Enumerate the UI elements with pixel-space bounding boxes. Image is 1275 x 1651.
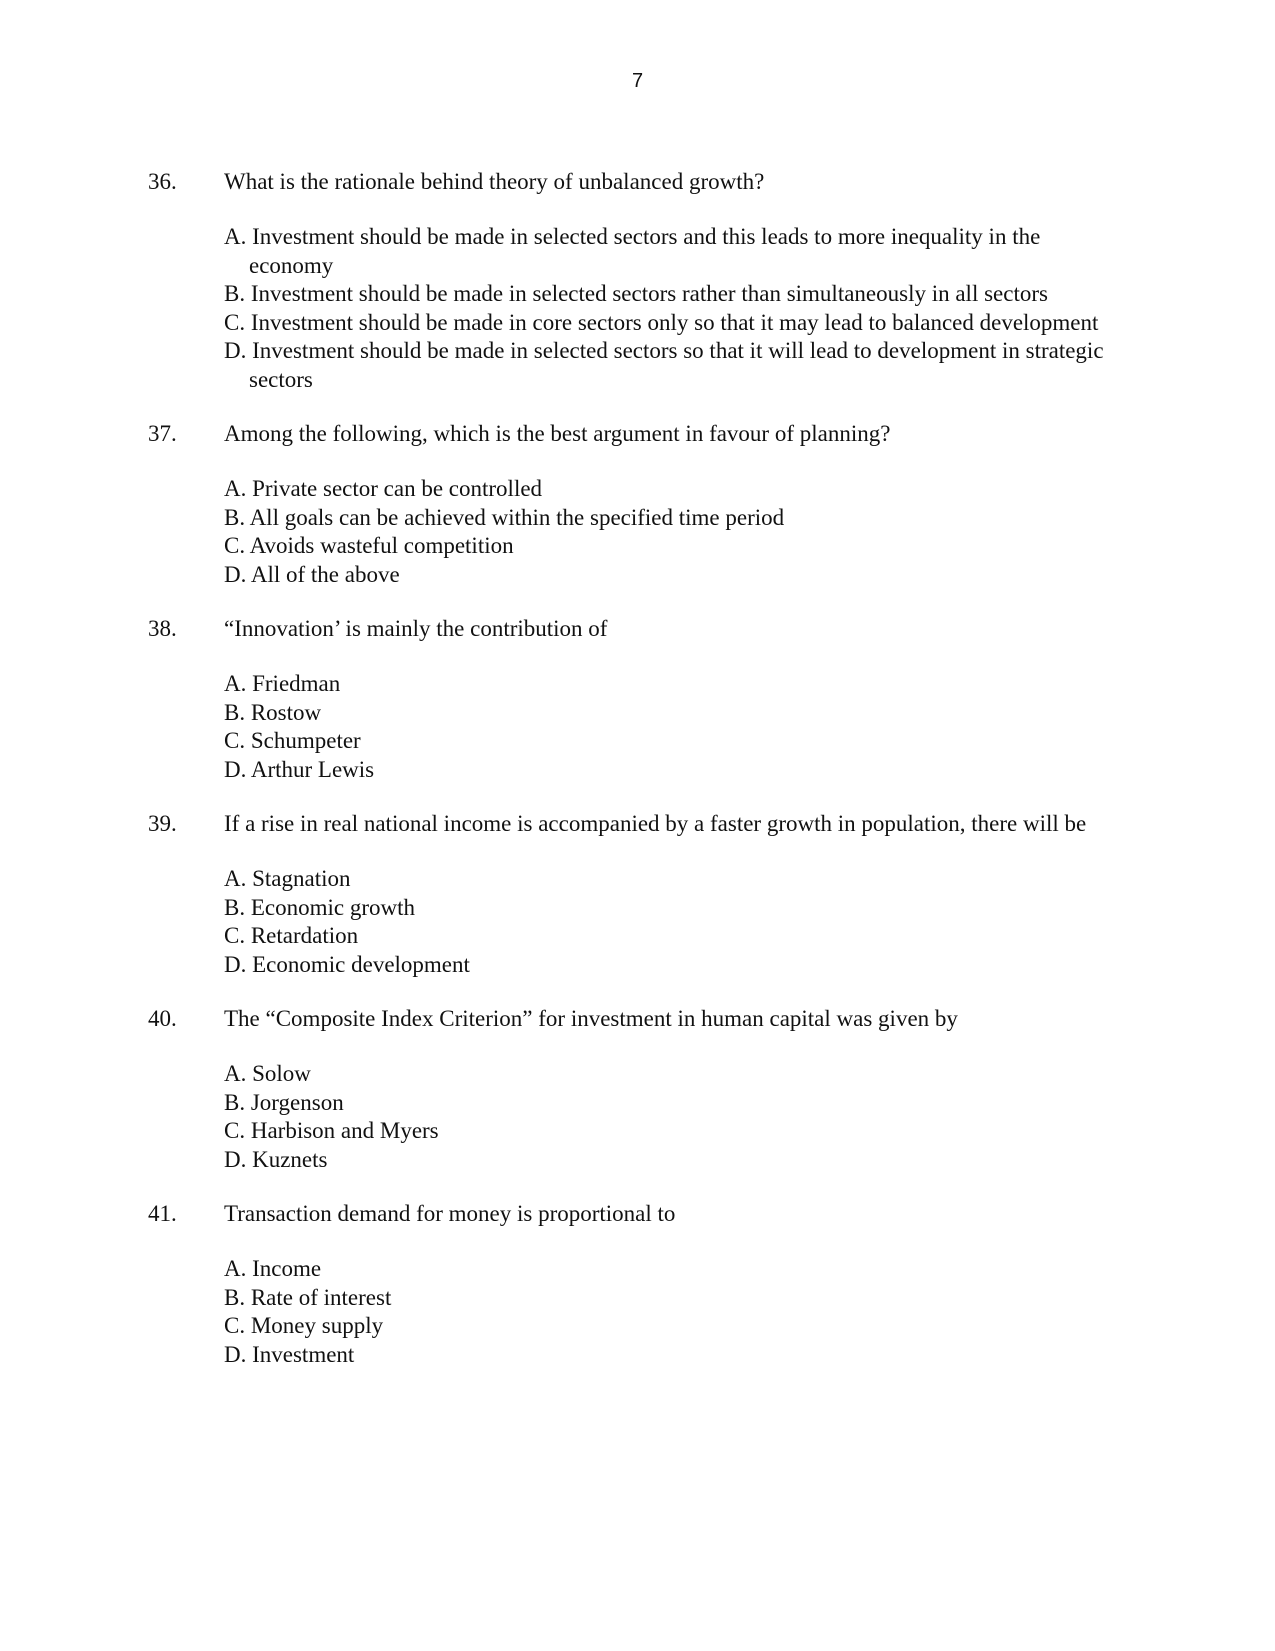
option-d: D. Investment xyxy=(224,1341,355,1367)
question-text: If a rise in real national income is accompanied by a faster growth in population, there will be xyxy=(224,811,1087,836)
question-41 xyxy=(0,1200,1275,1369)
option-b: B. Investment should be made in selected sectors rather than simultaneously in all sectors xyxy=(224,281,1048,306)
option-c: C. Retardation xyxy=(224,923,359,948)
option-list xyxy=(224,223,1124,394)
option-c: C. Investment should be made in core sectors only so that it may lead to balanced development xyxy=(224,309,1099,335)
option-a: A. Investment should be made in selected sectors and this leads to more inequality in the economy xyxy=(224,224,1041,278)
question-number: 39. xyxy=(148,811,177,836)
question-38 xyxy=(0,615,1275,784)
option-b: B. Rostow xyxy=(224,699,322,725)
question-40 xyxy=(0,1005,1275,1174)
option-list xyxy=(224,1060,1124,1174)
question-39 xyxy=(0,810,1275,979)
option-a: A. Solow xyxy=(224,1061,311,1086)
option-b: B. Jorgenson xyxy=(224,1089,344,1115)
option-a: A. Friedman xyxy=(224,671,341,696)
question-text: The “Composite Index Criterion” for investment in human capital was given by xyxy=(224,1006,958,1031)
option-a: A. Private sector can be controlled xyxy=(224,476,543,501)
question-number: 40. xyxy=(148,1006,177,1031)
option-b: B. All goals can be achieved within the specified time period xyxy=(224,504,785,530)
option-list xyxy=(224,670,1124,784)
option-c: C. Harbison and Myers xyxy=(224,1118,439,1143)
question-number: 37. xyxy=(148,421,177,446)
option-list xyxy=(224,475,1124,589)
option-b: B. Economic growth xyxy=(224,894,415,920)
question-number: 38. xyxy=(148,616,177,641)
question-text: Among the following, which is the best argument in favour of planning? xyxy=(224,421,891,446)
option-c: C. Money supply xyxy=(224,1313,384,1338)
question-number: 41. xyxy=(148,1201,177,1226)
option-d: D. Arthur Lewis xyxy=(224,756,375,782)
option-a: A. Income xyxy=(224,1256,322,1281)
option-a: A. Stagnation xyxy=(224,866,351,891)
question-36 xyxy=(0,168,1275,394)
option-d: D. All of the above xyxy=(224,561,400,587)
question-number: 36. xyxy=(148,169,177,194)
option-d: D. Kuznets xyxy=(224,1146,328,1172)
question-37 xyxy=(0,420,1275,589)
question-list xyxy=(0,168,1275,1395)
question-text: Transaction demand for money is proportional to xyxy=(224,1201,676,1226)
option-d: D. Economic development xyxy=(224,951,470,977)
option-c: C. Schumpeter xyxy=(224,728,361,753)
option-b: B. Rate of interest xyxy=(224,1284,392,1310)
option-c: C. Avoids wasteful competition xyxy=(224,533,514,558)
option-list xyxy=(224,865,1124,979)
page-number: 7 xyxy=(631,70,644,92)
question-text: “Innovation’ is mainly the contribution of xyxy=(224,616,608,641)
option-list xyxy=(224,1255,1124,1369)
option-d: D. Investment should be made in selected sectors so that it will lead to development in strategic sectors xyxy=(224,338,1104,392)
question-text: What is the rationale behind theory of unbalanced growth? xyxy=(224,169,765,194)
